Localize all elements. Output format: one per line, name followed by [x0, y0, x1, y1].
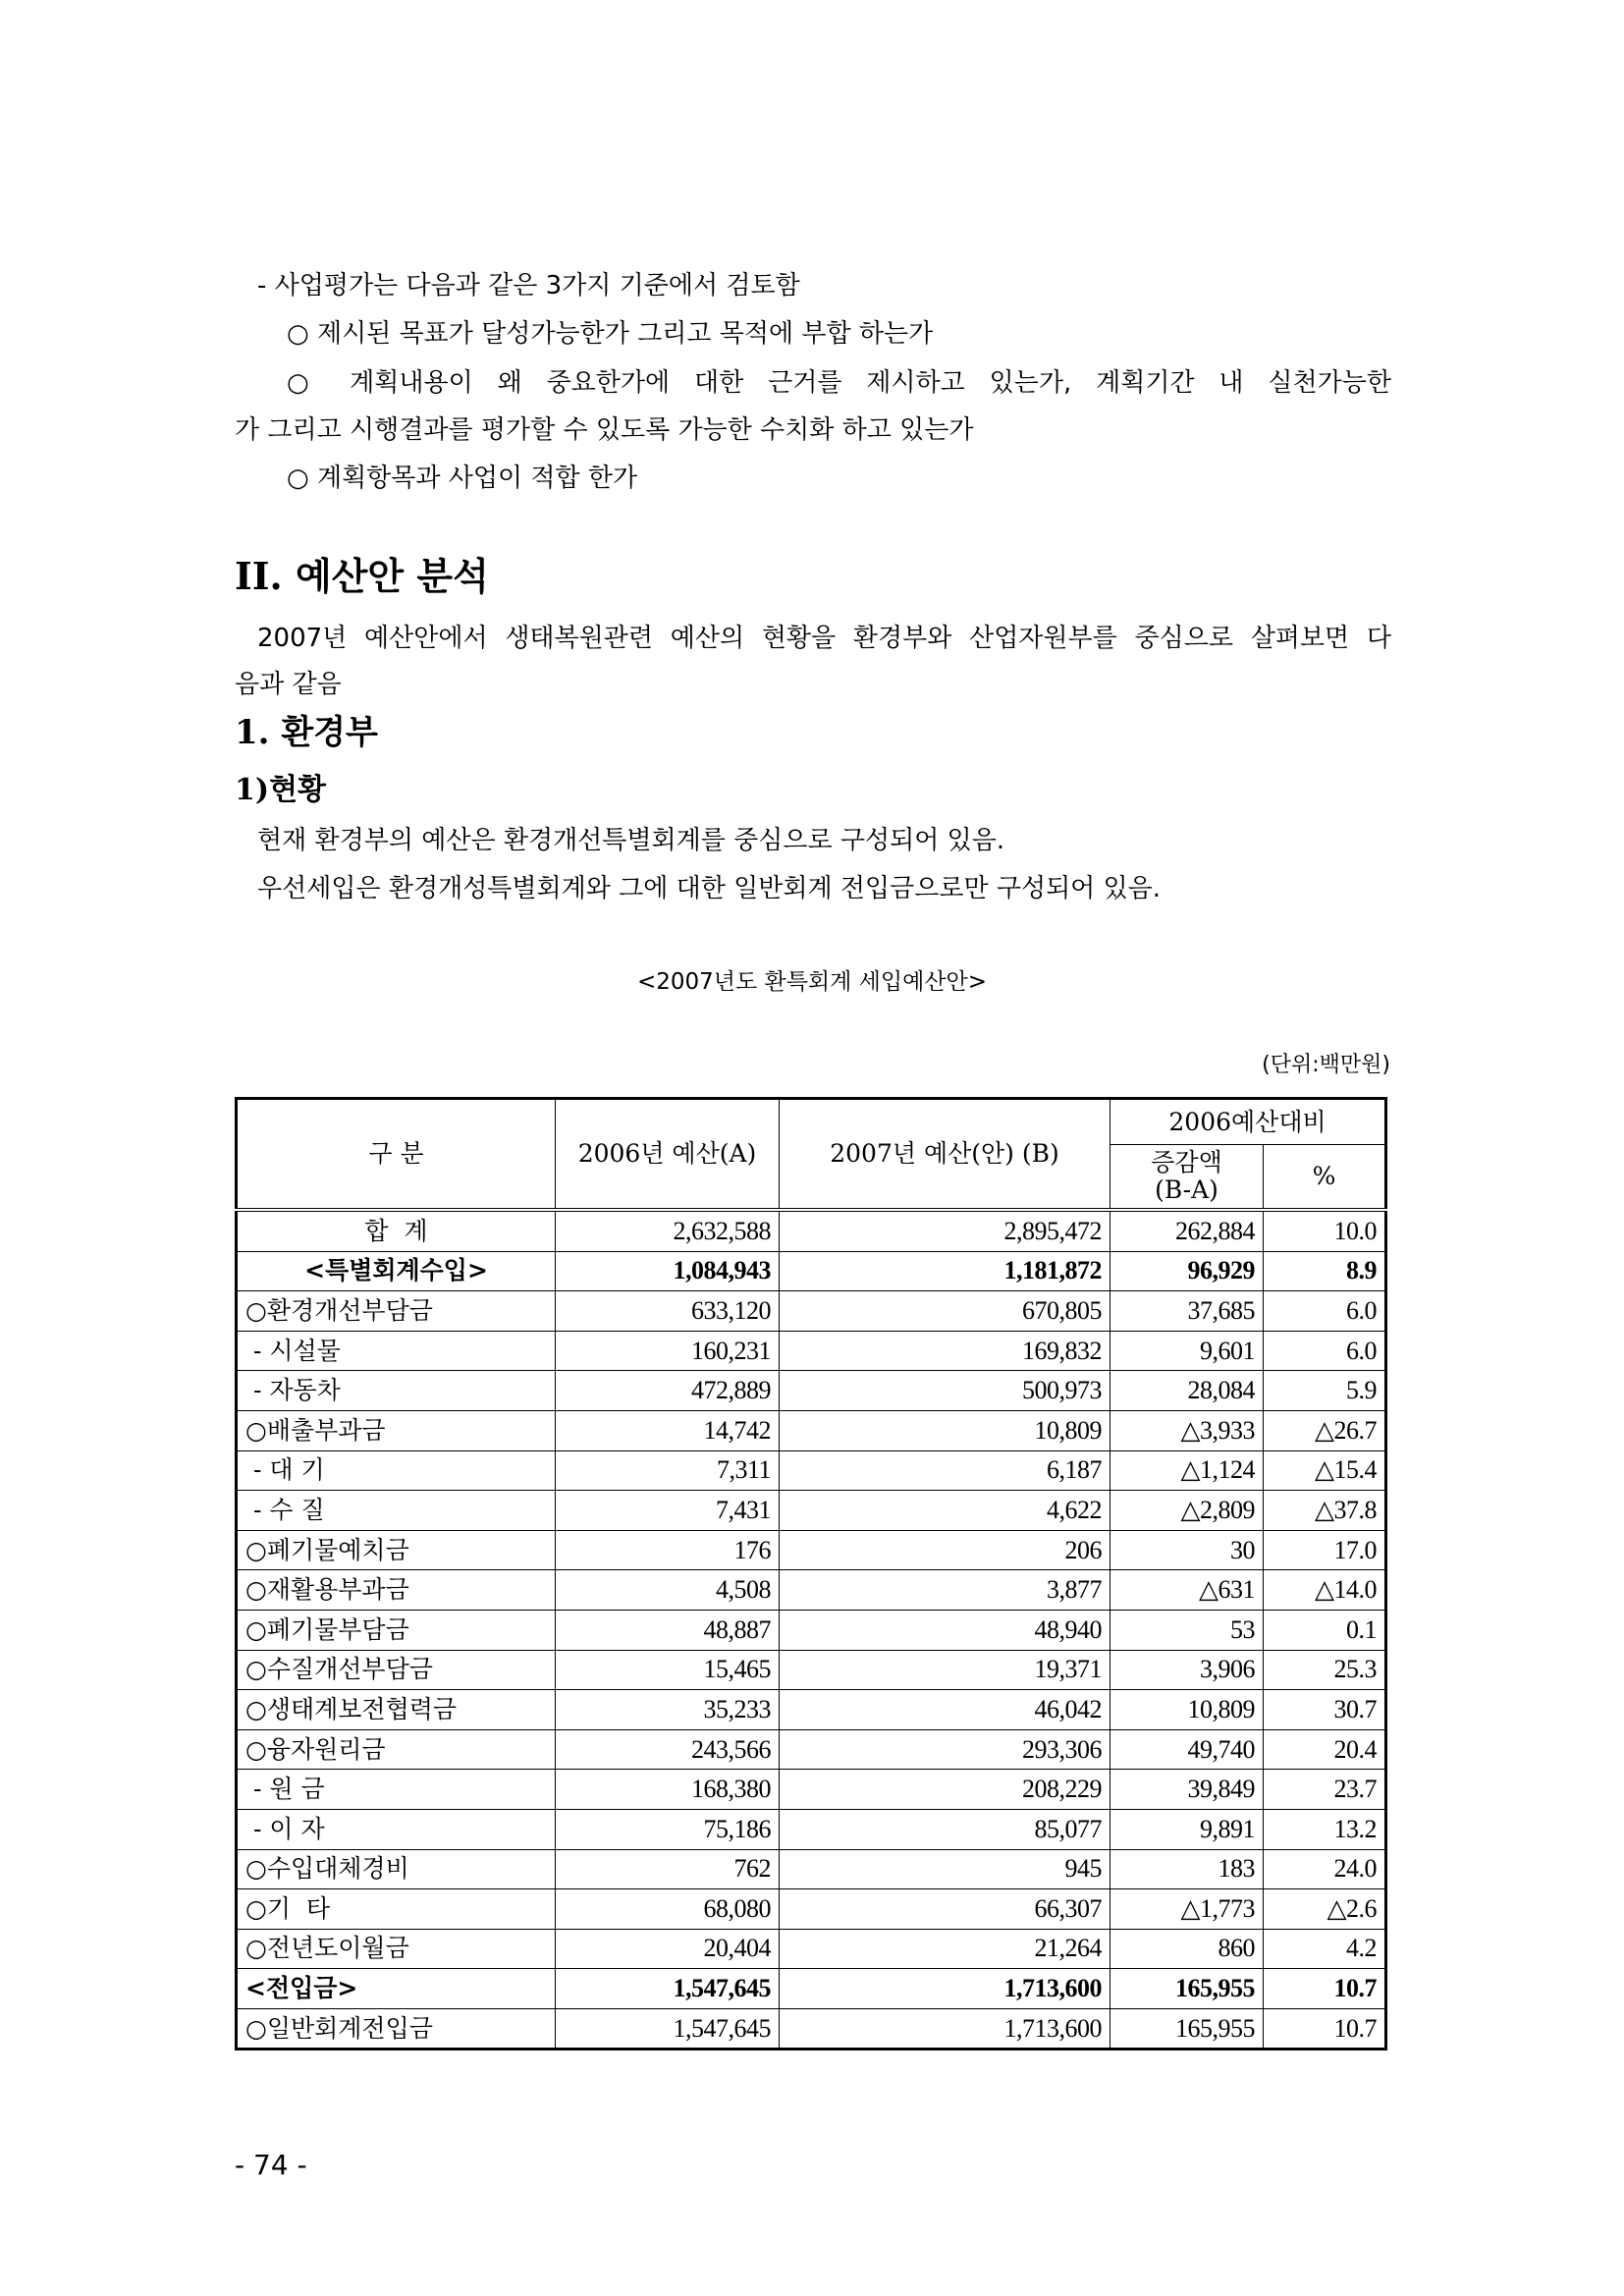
header-compare-group: 2006예산대비 — [1110, 1099, 1386, 1145]
row-percent: 24.0 — [1264, 1849, 1386, 1889]
row-category: ○기 타 — [237, 1889, 556, 1930]
header-category: 구 분 — [237, 1099, 556, 1211]
row-category: ○환경개선부담금 — [237, 1291, 556, 1332]
table-row — [237, 1809, 1386, 1849]
table-row — [237, 1969, 1386, 2009]
row-change: △631 — [1110, 1570, 1264, 1611]
table-row — [237, 1570, 1386, 1611]
status-line2: 우선세입은 환경개성특별회계와 그에 대한 일반회계 전입금으로만 구성되어 있음. — [257, 874, 1162, 903]
row-change: 860 — [1110, 1929, 1264, 1969]
row-category: - 수 질 — [237, 1491, 556, 1531]
section-paragraph-line2: 음과 같음 — [235, 670, 342, 699]
row-category: ○폐기물예치금 — [237, 1530, 556, 1570]
row-change: △2,809 — [1110, 1491, 1264, 1531]
row-category: ○재활용부과금 — [237, 1570, 556, 1611]
subsubsection-title: 1)현황 — [235, 773, 327, 807]
row-category: ○수입대체경비 — [237, 1849, 556, 1889]
table-row — [237, 1929, 1386, 1969]
row-budget-2007: 945 — [780, 1849, 1110, 1889]
row-budget-2006: 48,887 — [556, 1610, 780, 1650]
row-percent: 10.7 — [1264, 2008, 1386, 2050]
table-row — [237, 1530, 1386, 1570]
row-change: 10,809 — [1110, 1690, 1264, 1730]
row-category: - 시설물 — [237, 1331, 556, 1371]
row-budget-2007: 19,371 — [780, 1650, 1110, 1690]
table-unit: (단위:백만원) — [1262, 1053, 1390, 1077]
subsection-title: 1. 환경부 — [235, 713, 378, 752]
row-percent: 13.2 — [1264, 1809, 1386, 1849]
table-row — [237, 1210, 1386, 1251]
row-category: ○배출부과금 — [237, 1410, 556, 1450]
row-change: 9,891 — [1110, 1809, 1264, 1849]
row-percent: 20.4 — [1264, 1729, 1386, 1770]
row-change: 165,955 — [1110, 1969, 1264, 2009]
table-row — [237, 1849, 1386, 1889]
row-percent: △15.4 — [1264, 1450, 1386, 1491]
row-change: 39,849 — [1110, 1770, 1264, 1810]
row-budget-2006: 168,380 — [556, 1770, 780, 1810]
row-budget-2007: 3,877 — [780, 1570, 1110, 1611]
row-budget-2007: 293,306 — [780, 1729, 1110, 1770]
intro-line-plan: ○ 계획내용이 왜 중요한가에 대한 근거를 제시하고 있는가, 계획기간 내 실천가능한 — [287, 368, 1391, 398]
table-caption: <2007년도 환특회계 세입예산안> — [636, 969, 988, 995]
row-budget-2006: 4,508 — [556, 1570, 780, 1611]
row-percent: 6.0 — [1264, 1331, 1386, 1371]
row-percent: △14.0 — [1264, 1570, 1386, 1611]
section-title: II. 예산안 분석 — [235, 554, 489, 598]
intro-line-criteria: - 사업평가는 다음과 같은 3가지 기준에서 검토함 — [257, 271, 800, 301]
table-row — [237, 1610, 1386, 1650]
table-row — [237, 1450, 1386, 1491]
row-budget-2006: 243,566 — [556, 1729, 780, 1770]
row-change: △1,124 — [1110, 1450, 1264, 1491]
row-budget-2006: 472,889 — [556, 1371, 780, 1411]
intro-line-items: ○ 계획항목과 사업이 적합 한가 — [287, 464, 638, 493]
row-change: 165,955 — [1110, 2008, 1264, 2050]
row-percent: 6.0 — [1264, 1291, 1386, 1332]
row-percent: 8.9 — [1264, 1251, 1386, 1291]
row-budget-2007: 670,805 — [780, 1291, 1110, 1332]
row-change: 53 — [1110, 1610, 1264, 1650]
row-budget-2007: 169,832 — [780, 1331, 1110, 1371]
row-change: 96,929 — [1110, 1251, 1264, 1291]
row-category: - 이 자 — [237, 1809, 556, 1849]
row-category: ○융자원리금 — [237, 1729, 556, 1770]
table-row — [237, 1291, 1386, 1332]
table-row — [237, 1770, 1386, 1810]
row-budget-2007: 46,042 — [780, 1690, 1110, 1730]
row-percent: 4.2 — [1264, 1929, 1386, 1969]
table-row — [237, 1410, 1386, 1450]
row-percent: 23.7 — [1264, 1770, 1386, 1810]
row-budget-2007: 10,809 — [780, 1410, 1110, 1450]
table-row — [237, 1371, 1386, 1411]
row-percent: 10.0 — [1264, 1210, 1386, 1251]
header-budget-2007: 2007년 예산(안) (B) — [780, 1099, 1110, 1211]
row-budget-2007: 208,229 — [780, 1770, 1110, 1810]
budget-table-body — [237, 1210, 1386, 2050]
row-category: ○폐기물부담금 — [237, 1610, 556, 1650]
row-percent: 0.1 — [1264, 1610, 1386, 1650]
row-category: 합 계 — [237, 1210, 556, 1251]
row-change: 37,685 — [1110, 1291, 1264, 1332]
table-row — [237, 1491, 1386, 1531]
row-budget-2006: 75,186 — [556, 1809, 780, 1849]
row-category: ○일반회계전입금 — [237, 2008, 556, 2050]
row-budget-2006: 1,547,645 — [556, 1969, 780, 2009]
row-budget-2006: 1,547,645 — [556, 2008, 780, 2050]
header-budget-2006: 2006년 예산(A) — [556, 1099, 780, 1211]
table-row — [237, 2008, 1386, 2050]
row-percent: △2.6 — [1264, 1889, 1386, 1930]
table-row — [237, 1331, 1386, 1371]
row-budget-2007: 66,307 — [780, 1889, 1110, 1930]
row-percent: 5.9 — [1264, 1371, 1386, 1411]
page-number: - 74 - — [235, 2149, 307, 2181]
row-percent: △37.8 — [1264, 1491, 1386, 1531]
section-paragraph-line1: 2007년 예산안에서 생태복원관련 예산의 현황을 환경부와 산업자원부를 중심으로 살펴보면 다 — [257, 624, 1391, 653]
table-row — [237, 1650, 1386, 1690]
row-change: 262,884 — [1110, 1210, 1264, 1251]
row-percent: 17.0 — [1264, 1530, 1386, 1570]
row-budget-2006: 7,431 — [556, 1491, 780, 1531]
row-percent: 25.3 — [1264, 1650, 1386, 1690]
header-change: 증감액 (B-A) — [1110, 1145, 1264, 1211]
row-change: 30 — [1110, 1530, 1264, 1570]
row-budget-2006: 20,404 — [556, 1929, 780, 1969]
row-category: ○수질개선부담금 — [237, 1650, 556, 1690]
row-change: 9,601 — [1110, 1331, 1264, 1371]
intro-line-plan-cont: 가 그리고 시행결과를 평가할 수 있도록 가능한 수치화 하고 있는가 — [235, 415, 974, 445]
row-category: <특별회계수입> — [237, 1251, 556, 1291]
row-budget-2007: 48,940 — [780, 1610, 1110, 1650]
table-row — [237, 1729, 1386, 1770]
row-budget-2007: 4,622 — [780, 1491, 1110, 1531]
row-budget-2006: 7,311 — [556, 1450, 780, 1491]
row-category: - 자동차 — [237, 1371, 556, 1411]
row-budget-2007: 85,077 — [780, 1809, 1110, 1849]
row-category: <전입금> — [237, 1969, 556, 2009]
row-percent: 10.7 — [1264, 1969, 1386, 2009]
row-budget-2006: 633,120 — [556, 1291, 780, 1332]
row-change: △3,933 — [1110, 1410, 1264, 1450]
row-change: 49,740 — [1110, 1729, 1264, 1770]
row-category: - 대 기 — [237, 1450, 556, 1491]
row-percent: 30.7 — [1264, 1690, 1386, 1730]
table-row — [237, 1889, 1386, 1930]
row-change: 3,906 — [1110, 1650, 1264, 1690]
row-budget-2007: 500,973 — [780, 1371, 1110, 1411]
row-budget-2007: 1,713,600 — [780, 2008, 1110, 2050]
row-budget-2006: 1,084,943 — [556, 1251, 780, 1291]
row-budget-2006: 35,233 — [556, 1690, 780, 1730]
row-category: ○전년도이월금 — [237, 1929, 556, 1969]
row-category: ○생태계보전협력금 — [237, 1690, 556, 1730]
table-row — [237, 1690, 1386, 1730]
row-budget-2007: 1,181,872 — [780, 1251, 1110, 1291]
row-change: △1,773 — [1110, 1889, 1264, 1930]
status-line1: 현재 환경부의 예산은 환경개선특별회계를 중심으로 구성되어 있음. — [257, 826, 1005, 855]
row-budget-2006: 176 — [556, 1530, 780, 1570]
row-budget-2006: 14,742 — [556, 1410, 780, 1450]
row-budget-2007: 206 — [780, 1530, 1110, 1570]
budget-table — [235, 1097, 1387, 2050]
row-category: - 원 금 — [237, 1770, 556, 1810]
row-budget-2006: 2,632,588 — [556, 1210, 780, 1251]
row-budget-2006: 762 — [556, 1849, 780, 1889]
row-budget-2007: 6,187 — [780, 1450, 1110, 1491]
row-change: 183 — [1110, 1849, 1264, 1889]
table-row — [237, 1251, 1386, 1291]
row-budget-2006: 68,080 — [556, 1889, 780, 1930]
row-budget-2007: 1,713,600 — [780, 1969, 1110, 2009]
row-budget-2006: 15,465 — [556, 1650, 780, 1690]
header-percent: % — [1264, 1145, 1386, 1211]
row-budget-2006: 160,231 — [556, 1331, 780, 1371]
row-percent: △26.7 — [1264, 1410, 1386, 1450]
intro-line-goal: ○ 제시된 목표가 달성가능한가 그리고 목적에 부합 하는가 — [287, 319, 934, 349]
row-budget-2007: 21,264 — [780, 1929, 1110, 1969]
row-change: 28,084 — [1110, 1371, 1264, 1411]
row-budget-2007: 2,895,472 — [780, 1210, 1110, 1251]
